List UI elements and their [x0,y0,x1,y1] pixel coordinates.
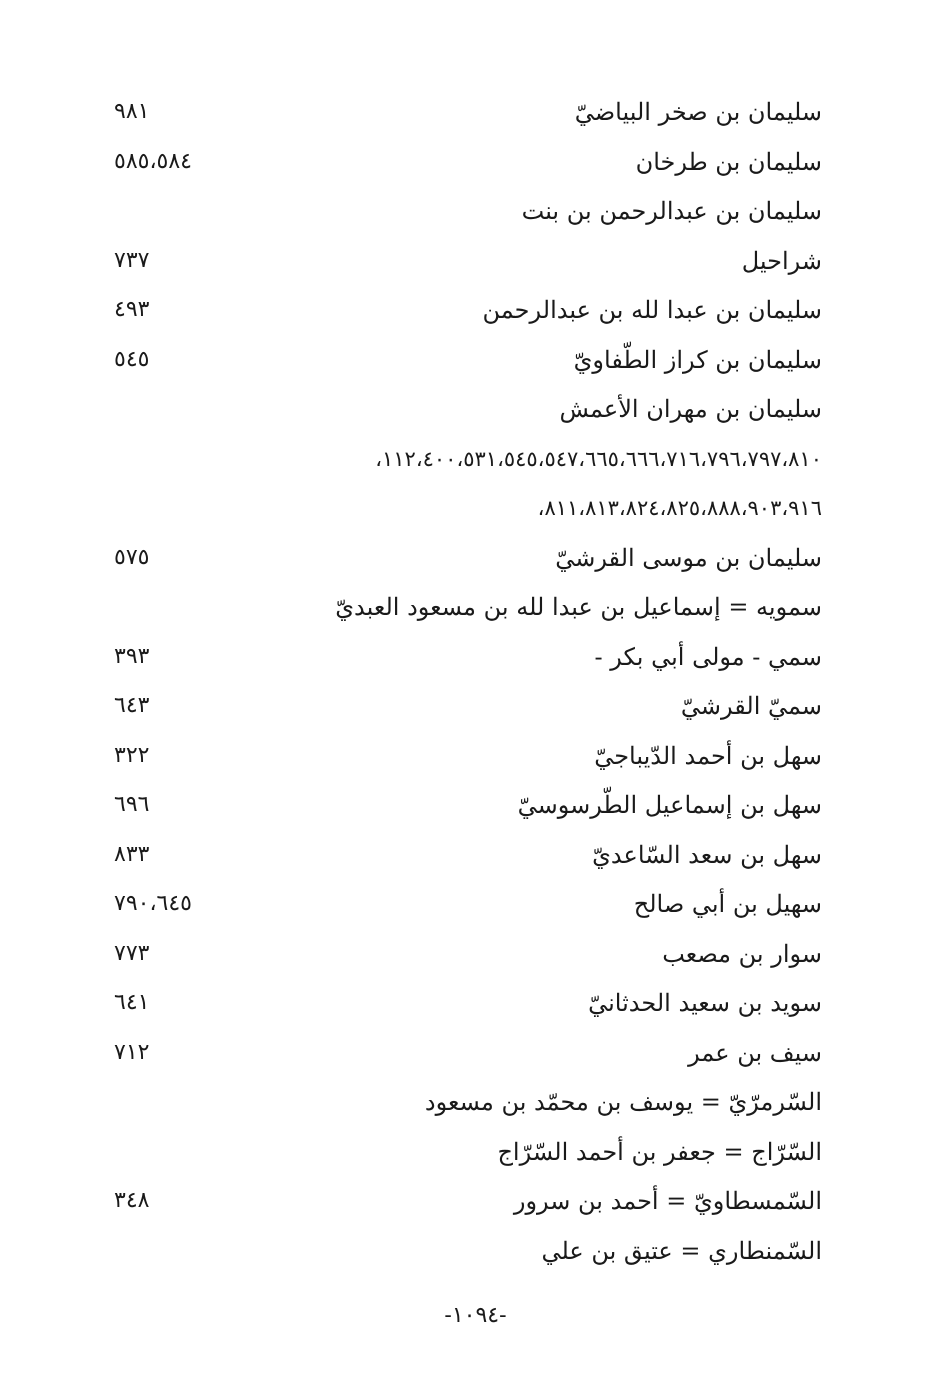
entry-name: السّرمرّيّ = يوسف بن محمّد بن مسعود [424,1088,822,1116]
entry-name: سليمان بن صخر البياضيّ [574,98,822,126]
index-entry [110,583,822,633]
entry-name: سهل بن أحمد الدّيباجيّ [594,741,822,770]
index-entry [110,385,822,435]
index-entry [110,336,822,386]
index-entry [110,237,822,287]
entry-page-refs: ٧٩٠،٦٤٥ [114,891,192,916]
index-entry [110,138,822,188]
page-refs-continuation [110,435,822,485]
index-entry [110,1029,822,1079]
index-entry [110,880,822,930]
page-refs-line: ٨١١،٨١٣،٨٢٤،٨٢٥،٨٨٨،٩٠٣،٩١٦، [537,496,822,520]
name-index-list [110,88,822,1276]
entry-page-refs: ٦٤١ [114,990,150,1015]
index-entry [110,781,822,831]
entry-page-refs: ٣٩٣ [114,643,150,669]
entry-name: سهيل بن أبي صالح [633,890,822,918]
entry-name: سيف بن عمر [688,1038,822,1067]
entry-name: سوار بن مصعب [662,939,822,968]
index-entry [110,930,822,980]
entry-page-refs: ٤٩٣ [114,297,150,322]
entry-page-refs: ٥٤٥ [114,346,150,372]
entry-page-refs: ٧٣٧ [114,247,150,273]
index-entry [110,1177,822,1227]
page-refs-continuation [110,484,822,534]
index-entry [110,88,822,138]
index-entry [110,979,822,1029]
page-refs-line: ١١٢،٤٠٠،٥٣١،٥٤٥،٥٤٧،٦٦٥،٦٦٦،٧١٦،٧٩٦،٧٩٧،٨١٠، [375,446,822,471]
entry-page-refs: ٣٤٨ [114,1188,150,1213]
entry-name: سمي - مولى أبي بكر - [594,642,822,671]
index-entry [110,682,822,732]
index-entry [110,534,822,584]
entry-page-refs: ٥٨٥،٥٨٤ [114,148,192,174]
entry-name: سهل بن إسماعيل الطّرسوسيّ [517,791,822,819]
entry-page-refs: ٦٩٦ [114,792,150,817]
entry-name: سليمان بن كراز الطّفاويّ [573,345,822,374]
entry-page-refs: ٦٤٣ [114,693,150,718]
entry-page-refs: ٧١٢ [114,1039,150,1065]
entry-name: السّرّاج = جعفر بن أحمد السّرّاج [497,1137,822,1166]
entry-name: سليمان بن موسى القرشيّ [555,543,822,572]
entry-name: سهل بن سعد السّاعديّ [592,840,822,869]
entry-page-refs: ٨٣٣ [114,841,150,867]
entry-page-refs: ٥٧٥ [114,544,150,570]
index-entry [110,1128,822,1178]
page-number: -١٠٩٤- [444,1303,507,1328]
entry-name: سليمان بن طرخان [635,147,822,176]
entry-page-refs: ٣٢٢ [114,742,150,768]
index-entry [110,1078,822,1128]
index-entry [110,732,822,782]
index-entry [110,1227,822,1277]
entry-page-refs: ٧٧٣ [114,940,150,966]
entry-name: سميّ القرشيّ [680,692,822,720]
index-entry [110,633,822,683]
entry-name: شراحيل [741,246,822,275]
index-entry [110,831,822,881]
entry-name: سليمان بن مهران الأعمش [559,395,822,423]
entry-name: سليمان بن عبدا لله بن عبدالرحمن [482,296,822,324]
entry-name: سمويه = إسماعيل بن عبدا لله بن مسعود العبديّ [335,593,822,621]
entry-name: سويد بن سعيد الحدثانيّ [588,989,822,1017]
entry-name: السّمنطاري = عتيق بن علي [541,1236,822,1265]
index-entry [110,187,822,237]
entry-name: سليمان بن عبدالرحمن بن بنت [521,197,822,225]
entry-name: السّمسطاويّ = أحمد بن سرور [513,1187,822,1215]
entry-page-refs: ٩٨١ [114,99,150,124]
index-entry [110,286,822,336]
